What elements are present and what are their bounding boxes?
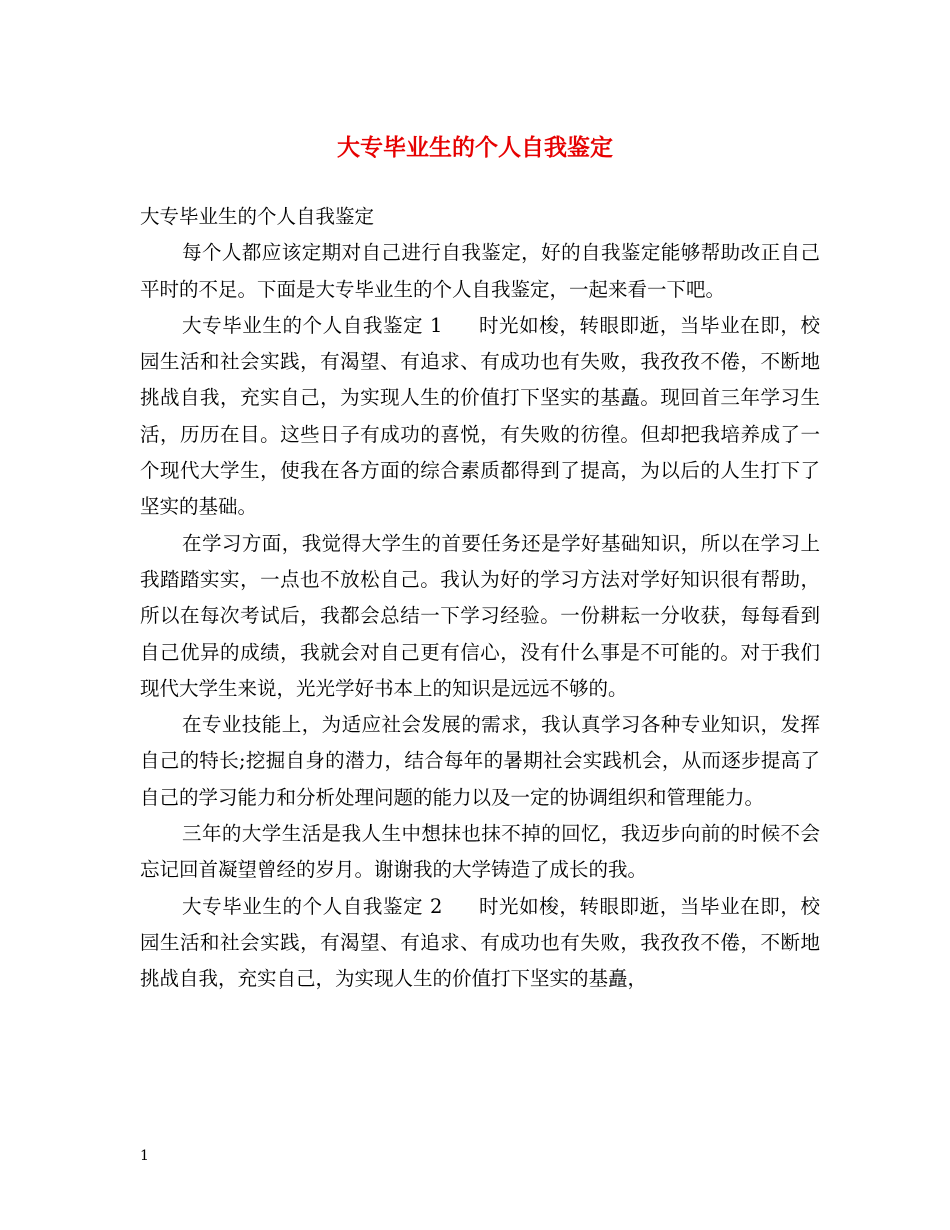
document-title: 大专毕业生的个人自我鉴定 — [337, 134, 613, 161]
skills-paragraph: 在专业技能上，为适应社会发展的需求，我认真学习各种专业知识，发挥自己的特长;挖掘自身的潜力，结合每年的暑期社会实践机会，从而逐步提高了自己的学习能力和分析处理问题的能力以及一定的协调组织和管理能力。 — [140, 713, 820, 809]
section-1-paragraph — [140, 308, 820, 526]
section-1-text: 时光如梭，转眼即逝，当毕业在即，校园生活和社会实践，有渴望、有追求、有成功也有失败，我孜孜不倦，不断地挑战自我，充实自己，为实现人生的价值打下坚实的基矗。现回首三年学习生活，历历在目。这些日子有成功的喜悦，有失败的彷徨。但却把我培养成了一个现代大学生，使我在各方面的综合素质都得到了提高，为以后的人生打下了坚实的基础。 — [140, 313, 820, 519]
document-subtitle: 大专毕业生的个人自我鉴定 — [140, 205, 375, 228]
section-1-heading: 大专毕业生的个人自我鉴定 1 — [182, 313, 443, 337]
page-number: 1 — [140, 1148, 149, 1164]
reflection-paragraph: 三年的大学生活是我人生中想抹也抹不掉的回忆，我迈步向前的时候不会忘记回首凝望曾经的岁月。谢谢我的大学铸造了成长的我。 — [140, 822, 820, 882]
section-2-paragraph — [140, 889, 820, 998]
intro-paragraph: 每个人都应该定期对自己进行自我鉴定，好的自我鉴定能够帮助改正自己平时的不足。下面是大专毕业生的个人自我鉴定，一起来看一下吧。 — [140, 241, 820, 301]
section-2-heading: 大专毕业生的个人自我鉴定 2 — [182, 894, 443, 918]
study-paragraph: 在学习方面，我觉得大学生的首要任务还是学好基础知识，所以在学习上我踏踏实实，一点也不放松自己。我认为好的学习方法对学好知识很有帮助，所以在每次考试后，我都会总结一下学习经验。一份耕耘一分收获，每每看到自己优异的成绩，我就会对自己更有信心，没有什么事是不可能的。对于我们现代大学生来说，光光学好书本上的知识是远远不够的。 — [140, 531, 820, 700]
section-2-text: 时光如梭，转眼即逝，当毕业在即，校园生活和社会实践，有渴望、有追求、有成功也有失败，我孜孜不倦，不断地挑战自我，充实自己，为实现人生的价值打下坚实的基矗， — [140, 894, 820, 991]
document-body — [140, 199, 820, 998]
